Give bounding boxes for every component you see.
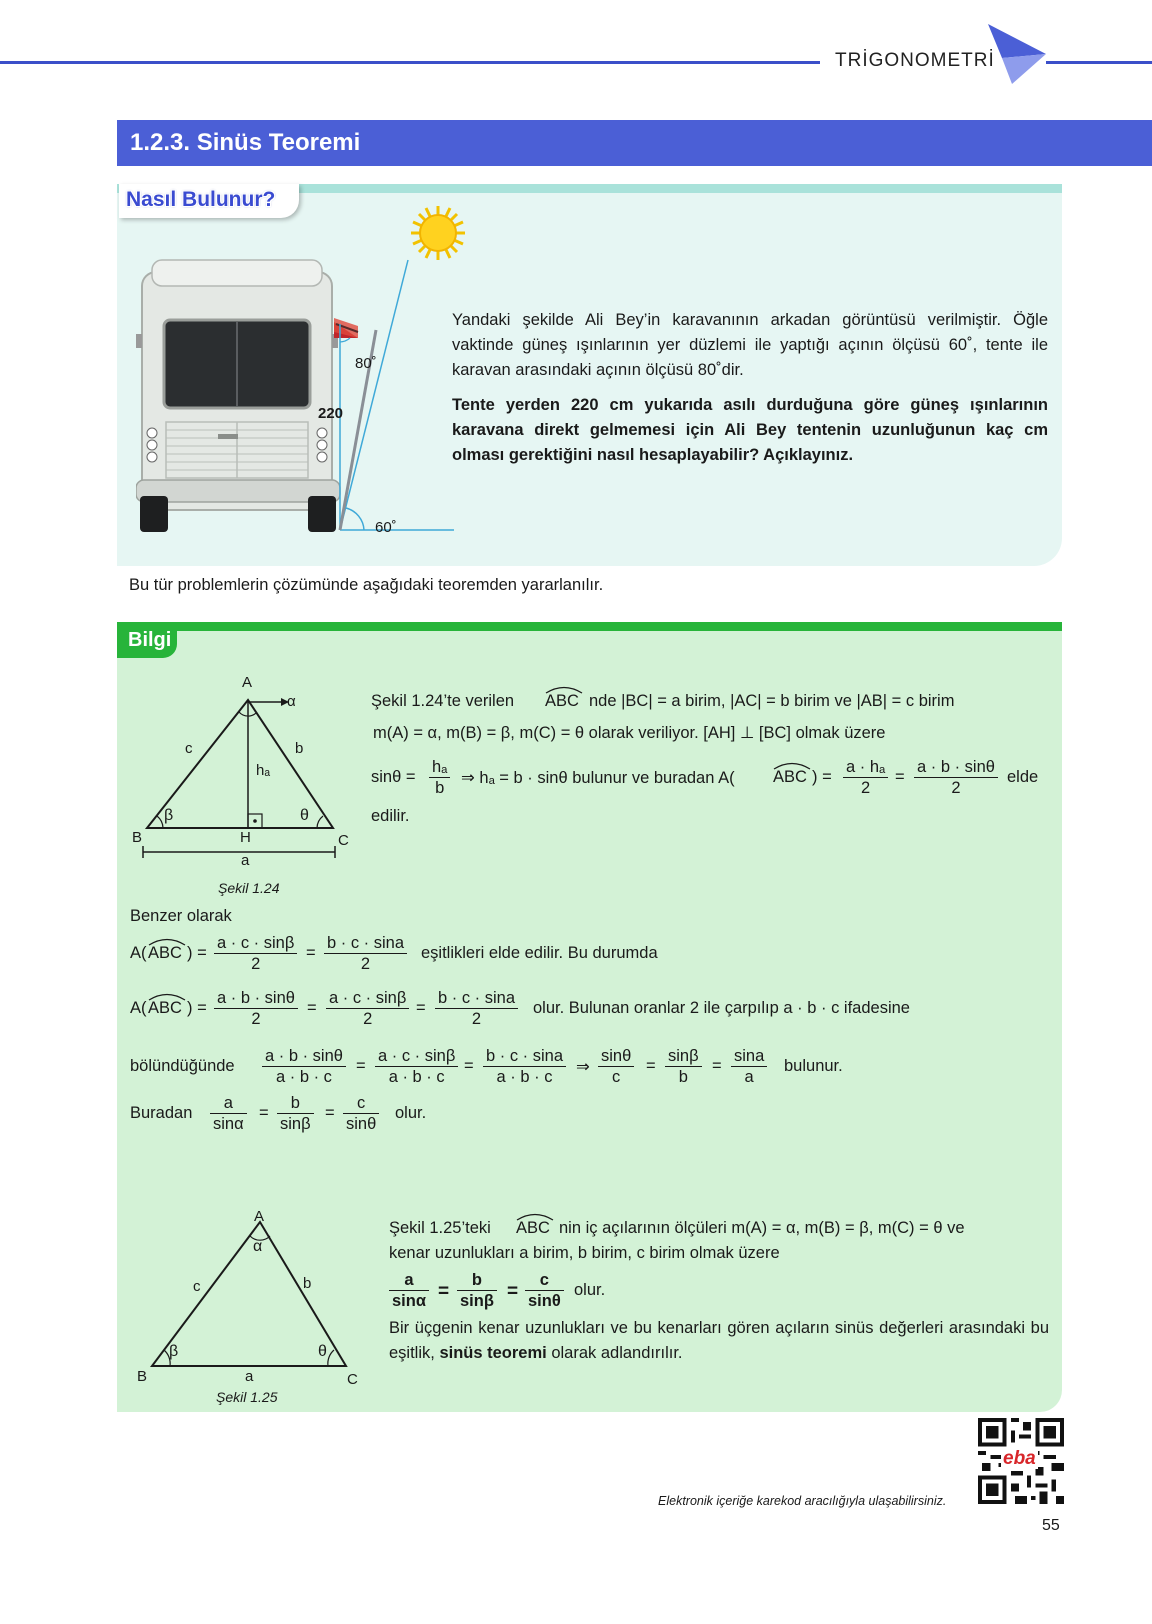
fraction-den: sinα [213,1115,244,1133]
theorem-frac-2 [457,1270,497,1311]
abc-text: ABC [545,692,579,710]
bilgi-topline [117,622,1062,631]
page-number: 55 [1042,1517,1060,1534]
fig2-label-B: B [137,1368,148,1385]
theorem-abc-hat [516,1219,550,1238]
fraction-num: a · c · sinβ [326,988,409,1009]
fraction-num: a · hₐ [843,757,888,778]
fraction-den: a · b · c [276,1068,332,1086]
eq3-lead: bölündüğünde [130,1057,235,1075]
angle-80-label: 80˚ [355,355,377,372]
fig2-label-beta: β [169,1343,179,1360]
equals: = [895,768,905,786]
theorem-statement-a: Bir üçgenin kenar uzunlukları ve bu kenarları gören açıların sinüs değerleri arasındaki bu eşitlik, [389,1319,1049,1362]
bilgi-line1-b: nde |BC| = a birim, |AC| = b birim ve |AB| = c birim [589,692,955,710]
theorem-equals-1: = [438,1281,450,1302]
eq3-frac-4 [598,1046,634,1087]
theorem-line1-b: nin iç açılarının ölçüleri m(A) = α, m(B) = β, m(C) = θ ve [559,1219,965,1237]
eq1-area-a: A( [130,944,147,962]
bilgi-line3-b: ⇒ hₐ = b · sinθ bulunur ve buradan A( [461,769,735,787]
fraction-den: 2 [251,955,261,973]
header-line-left [0,61,820,64]
theorem-olur: olur. [574,1281,606,1299]
fraction-den: 2 [360,955,371,973]
fraction-num: b · c · sina [324,933,407,954]
fig1-label-a: a [241,852,250,869]
benzer-olarak: Benzer olarak [130,907,232,925]
nasil-bulunur-tag-text: Nasıl Bulunur? [126,188,276,211]
eq1-area-b: ) = [187,944,207,962]
hat-icon [148,936,186,946]
hat-icon [545,684,583,694]
fraction-den: 2 [471,1010,482,1028]
theorem-name: sinüs teoremi [439,1344,547,1362]
eq3-frac-1 [262,1046,346,1087]
eq3-equals-4: = [712,1057,722,1075]
fraction-den: c [612,1068,621,1086]
abc-text: ABC [148,999,182,1017]
eq4-equals-1: = [259,1104,269,1122]
fig1-label-beta: β [164,807,174,824]
eq3-tail: bulunur. [784,1057,843,1075]
fraction-num: c [525,1270,564,1291]
fraction-den: 2 [251,1010,261,1028]
abc-hat-1 [545,692,579,711]
eq4-frac-3 [343,1093,379,1134]
height-220-label: 220 [318,405,344,422]
abc-hat-2 [773,768,807,787]
eq3-frac-2 [375,1046,458,1087]
abc-text: ABC [773,768,807,786]
eq1-frac-1 [214,933,297,974]
fig1-label-alpha: α [287,693,296,710]
eq2-equals-1: = [307,999,317,1017]
fraction-den: b [678,1068,688,1086]
fig1-caption: Şekil 1.24 [218,880,280,896]
fraction-den: sinα [392,1292,426,1310]
fraction-num: a · b · sinθ [214,988,298,1009]
caravan-illustration [136,200,476,560]
hat-icon [516,1211,554,1221]
eq4-tail: olur. [395,1104,427,1122]
bilgi-line3-c: ) = [812,768,832,786]
eq3-equals-3: = [646,1057,656,1075]
eq2-area-b: ) = [187,999,207,1017]
bilgi-tag-text: Bilgi [128,629,172,651]
fraction-den: b [435,779,445,797]
fraction-num: b [277,1093,314,1114]
eq2-frac-2 [326,988,409,1029]
fraction-den: a · b · c [496,1068,553,1086]
fraction-den: sinθ [346,1115,377,1133]
nasil-paragraph-1: Yandaki şekilde Ali Bey’in karavanının arkadan görüntüsü verilmiştir. Öğle vaktinde güneş ışınlarının yer düzlemi ile yaptığı açının ölçüsü 60˚, tente ile karavan arasındaki açının ölçüsü 80˚dir. [452,311,1048,379]
theorem-statement [389,1316,1049,1366]
eq3-frac-3 [483,1046,566,1087]
eq3-equals-2: = [464,1057,474,1075]
fig1-label-A: A [242,674,253,691]
theorem-equals-2: = [507,1281,519,1302]
fraction-den: sinβ [280,1115,311,1133]
section-title: 1.2.3. Sinüs Teoremi [130,129,361,156]
fig1-label-H: H [240,829,251,846]
hat-icon [148,991,186,1001]
eq3-equals-1: = [356,1057,366,1075]
fraction-num: sinθ [598,1046,634,1067]
fig2-label-A: A [254,1208,265,1225]
fig1-label-theta: θ [300,807,309,824]
eba-logo: eba [1003,1448,1036,1469]
theorem-statement-c: olarak adlandırılır. [551,1344,683,1362]
fraction-num: hₐ [429,757,450,778]
fraction-den: 2 [951,779,961,797]
eq3-implies: ⇒ [576,1058,590,1076]
fraction-den: sinβ [460,1292,494,1310]
fig1-label-b: b [295,740,304,757]
eq2-tail: olur. Bulunan oranlar 2 ile çarpılıp a · b · c ifadesine [533,999,910,1017]
abc-text: ABC [148,944,182,962]
fraction-den: a [744,1068,754,1086]
fig2-label-C: C [347,1371,358,1388]
eq2-area-a: A( [130,999,147,1017]
fraction-num: b · c · sina [435,988,518,1009]
intro-text: Bu tür problemlerin çözümünde aşağıdaki teoremden yararlanılır. [129,576,604,594]
sun-icon [411,206,465,260]
eq4-lead: Buradan [130,1104,193,1122]
eq1-frac-2 [324,933,407,974]
fraction-den: a · b · c [388,1068,445,1086]
fraction-num: a [210,1093,247,1114]
fraction-num: sinβ [665,1046,702,1067]
bilgi-line4: edilir. [371,807,410,825]
fig2-label-b: b [303,1275,312,1292]
eq1-tail: eşitlikleri elde edilir. Bu durumda [421,944,658,962]
header-triangle-icon [988,24,1048,86]
hat-icon [773,760,811,770]
fraction-num: b [457,1270,497,1291]
fig2-label-alpha: α [253,1238,263,1255]
eq2-frac-3 [435,988,518,1029]
eq1-abc-hat [148,944,182,963]
eq1-equals: = [306,944,316,962]
fraction-num: c [343,1093,379,1114]
eq4-frac-1 [210,1093,247,1134]
fig1-label-ha: hₐ [256,762,270,779]
fraction-num: a [389,1270,429,1291]
eq2-equals-2: = [416,999,426,1017]
fraction-num: b · c · sina [483,1046,566,1067]
theorem-line1-a: Şekil 1.25’teki [389,1219,491,1237]
qr-note: Elektronik içeriğe karekod aracılığıyla ulaşabilirsiniz. [658,1494,947,1508]
eq4-frac-2 [277,1093,314,1134]
fig2-label-theta: θ [318,1343,327,1360]
header-line-right [1046,61,1152,64]
theorem-frac-3 [525,1270,564,1311]
header-title: TRİGONOMETRİ [835,50,995,71]
fig2-label-a: a [245,1368,254,1385]
fig2-label-c: c [193,1278,201,1295]
fraction-num: a · b · sinθ [914,757,998,778]
theorem-frac-1 [389,1270,429,1311]
fraction-num: a · b · sinθ [262,1046,346,1067]
fraction-num: a · c · sinβ [375,1046,458,1067]
fraction-ab-sintheta-2 [914,757,998,798]
fraction-den: 2 [860,779,871,797]
eq2-frac-1 [214,988,298,1029]
bilgi-line2: m(A) = α, m(B) = β, m(C) = θ olarak veriliyor. [AH] ⊥ [BC] olmak üzere [373,724,886,742]
eq3-frac-5 [665,1046,702,1087]
fig1-label-C: C [338,832,349,849]
fig1-label-B: B [132,829,143,846]
fraction-num: a · c · sinβ [214,933,297,954]
fraction-den: sinθ [528,1292,561,1310]
nasil-paragraph-2: Tente yerden 220 cm yukarıda asılı durduğuna göre güneş ışınlarının karavana direkt gelmemesi için Ali Bey tentenin uzunluğunun kaç cm olması gerektiğini nasıl hesaplayabilir? Açıklayınız. [452,396,1048,464]
eq3-frac-6 [731,1046,767,1087]
fig1-label-c: c [185,740,193,757]
bilgi-line3-a: sinθ = [371,768,416,786]
fraction-num: sina [731,1046,767,1067]
fraction-den: 2 [363,1010,373,1028]
eq2-abc-hat [148,999,182,1018]
fraction-a-ha-2 [843,757,888,798]
abc-text: ABC [516,1219,550,1237]
angle-60-label: 60˚ [375,519,397,536]
fraction-ha-b [429,757,450,798]
eq4-equals-2: = [325,1104,335,1122]
bilgi-line3-d: elde [1007,768,1039,786]
fig2-caption: Şekil 1.25 [216,1389,278,1405]
bilgi-line1-a: Şekil 1.24’te verilen [371,692,515,710]
theorem-line2: kenar uzunlukları a birim, b birim, c birim olmak üzere [389,1244,780,1262]
